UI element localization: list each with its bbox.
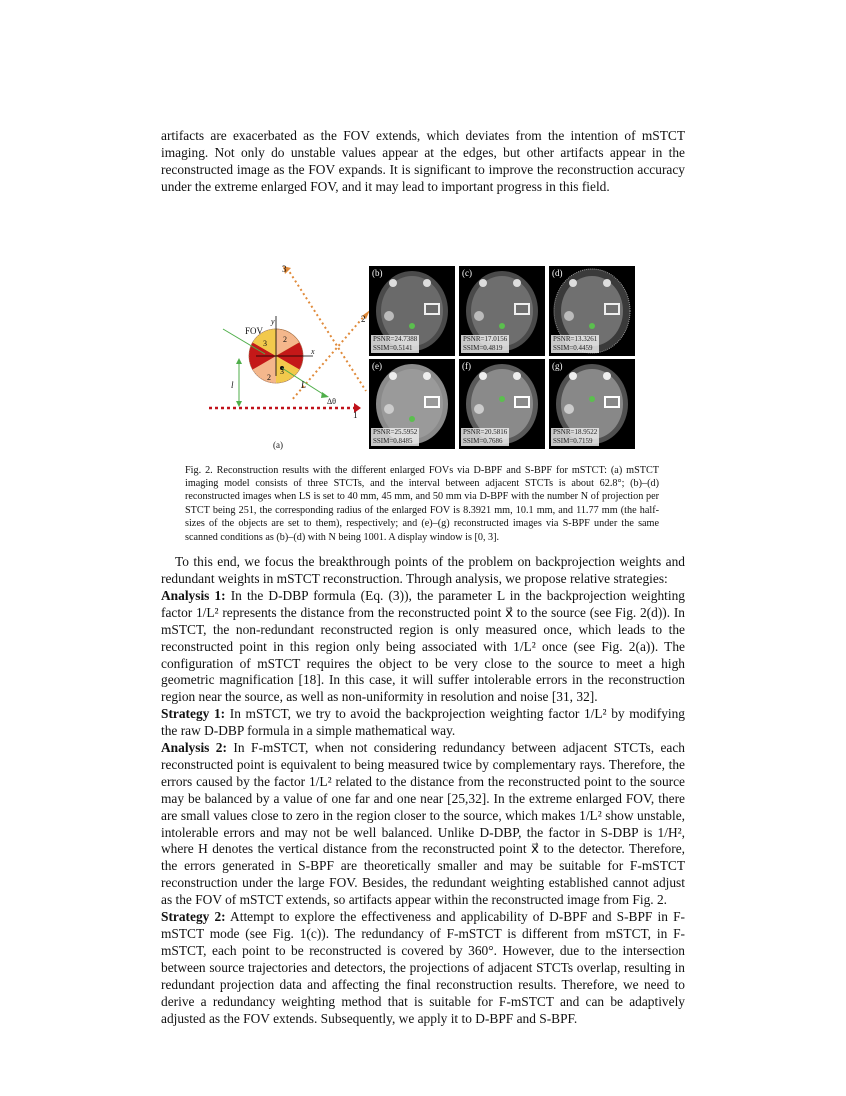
psnr-value: PSNR=13.3261 (553, 334, 598, 343)
analysis-2-text: In F-mSTCT, when not considering redundancy between adjacent STCTs, each reconstructed point is equivalent to being measured twice by complementary rays. Therefore, the errors caused by the factor 1/L² related to the distance from the reconstructed point to the source may be balanced by a value of one far and one near [25,32]. In the extreme enlarged FOV, there are small values close to zero in the region closer to the source, which makes 1/L² show unstable, intolerable errors and may not be well balanced. Unlike D-DBP, the factor in S-DBP is 1/H², where H denotes the vertical distance from the reconstructed point x⃗ to the detector. Therefore, the errors generated in S-BPF are theoretically smaller and may be suitable for F-mSTCT reconstruction under the large FOV. Besides, the redundant weighting established cannot adjust as the FOV of mSTCT extends, so artifacts appear within the reconstructed image from Fig. 2. (161, 740, 685, 908)
ssim-value: SSIM=0.5141 (373, 343, 413, 352)
psnr-value: PSNR=24.7388 (373, 334, 418, 343)
ray-line-3 (287, 268, 366, 391)
strategy-2-text: Attempt to explore the effectiveness and applicability of D-BPF and S-BPF in F-mSTCT mode (see Fig. 1(c)). The redundancy of F-mSTCT is different from mSTCT, in F-mSTCT, each point to be reconstructed is covered by 360°. However, due to the intersection between source trajectories and detectors, the projections of adjacent STCTs overlap, resulting in redundant projection data and affecting the final reconstruction results. Therefore, we need to derive a redundancy weighting method that is suitable for F-mSTCT and can be adaptively adjusted as the FOV extends. Subsequently, we apply it to D-BPF and S-BPF. (161, 909, 685, 1026)
label-y: y (271, 316, 275, 326)
strategy-2 (161, 909, 685, 1027)
tile-label: (g) (552, 360, 563, 371)
tile-metrics (461, 335, 509, 353)
analysis-2-label: Analysis 2: (161, 740, 227, 756)
recon-tile-g (549, 359, 635, 449)
ssim-value: SSIM=0.7159 (553, 436, 593, 445)
recon-tile-e (369, 359, 455, 449)
tile-metrics (551, 335, 599, 353)
ssim-value: SSIM=0.8485 (373, 436, 413, 445)
ssim-value: SSIM=0.4819 (463, 343, 503, 352)
figure-2 (161, 196, 685, 454)
sector-label-3: 3 (263, 338, 267, 348)
sector-label-3b: 3 (280, 366, 284, 376)
label-L: L (301, 379, 307, 390)
analysis-1 (161, 588, 685, 706)
psnr-value: PSNR=20.5816 (463, 427, 508, 436)
label-l: l (231, 379, 234, 390)
tile-label: (f) (462, 360, 471, 371)
tile-metrics (551, 428, 599, 446)
tile-label: (c) (462, 267, 472, 278)
ssim-value: SSIM=0.7686 (463, 436, 503, 445)
psnr-value: PSNR=17.0156 (463, 334, 508, 343)
label-x: x (311, 346, 315, 356)
tile-label: (e) (372, 360, 382, 371)
recon-tile-f (459, 359, 545, 449)
analysis-2 (161, 740, 685, 909)
label-ray-2: 2 (361, 313, 366, 324)
ssim-value: SSIM=0.4459 (553, 343, 593, 352)
sector-label-2: 2 (283, 334, 287, 344)
label-ray-1: 1 (353, 409, 358, 420)
tile-metrics (461, 428, 509, 446)
strategy-2-label: Strategy 2: (161, 909, 226, 925)
recon-tile-c (459, 266, 545, 356)
strategy-1-text: In mSTCT, we try to avoid the backprojection weighting factor 1/L² by modifying the raw D-DBP formula in a simple mathematical way. (161, 706, 685, 739)
tile-metrics (371, 428, 419, 446)
subfigure-label-a: (a) (273, 439, 283, 450)
tile-label: (d) (552, 267, 563, 278)
strategy-1-label: Strategy 1: (161, 706, 226, 722)
sector-label-2b: 2 (267, 372, 271, 382)
recon-tile-d (549, 266, 635, 356)
analysis-1-label: Analysis 1: (161, 587, 226, 603)
label-dtheta: Δθ (327, 396, 336, 406)
psnr-value: PSNR=25.5952 (373, 427, 418, 436)
analysis-1-text: In the D-DBP formula (Eq. (3)), the parameter L in the backprojection weighting factor 1/L² represents the distance from the reconstructed point x⃗ to the source (see Fig. 2(d)). In mSTCT, the non-redundant reconstructed region is only measured once, which leads to the reconstructed point in this region only being associated with 1/L² once (see Fig. 2(a)). The configuration of mSTCT requires the object to be very close to the source to meet a high geometric magnification [18]. In this case, it will suffer intolerable errors in the reconstruction region near the source, as well as non-uniformity in resolution and noise [31, 32]. (161, 587, 685, 705)
tile-metrics (371, 335, 419, 353)
figure-caption: Fig. 2. Reconstruction results with the different enlarged FOVs via D-BPF and S-BPF for mSTCT: (a) mSTCT imaging model consists of three STCTs, and the interval between adjacent STCTs is about 62.8°; (b)–(d) reconstructed images when LS is set to 40 mm, 45 mm, and 50 mm via D-BPF with the number N of projection per STCT being 251, the corresponding radius of the enlarged FOV is 8.3921 mm, 10.1 mm, and 11.77 mm (the half-sizes of the objects are set to them), respectively; and (e)–(g) reconstructed images via S-BPF under the same scanned conditions as (b)–(d) with N being 1001. A display window is [0, 3]. (185, 464, 659, 543)
recon-tile-b (369, 266, 455, 356)
strategy-1 (161, 706, 685, 740)
label-ray-3: 3 (282, 263, 287, 274)
tile-label: (b) (372, 267, 383, 278)
page-body (161, 128, 685, 1027)
intro-paragraph: artifacts are exacerbated as the FOV extends, which deviates from the intention of mSTCT imaging. Not only do unstable values appear at the edges, but other artifacts appear in the reconstructed image as the FOV expands. It is significant to improve the reconstruction accuracy under the extreme enlarged FOV, and it may lead to important progress in this field. (161, 128, 685, 194)
mstct-model-diagram (161, 196, 371, 454)
label-fov: FOV (245, 325, 264, 336)
strategies-intro: To this end, we focus the breakthrough points of the problem on backprojection weights and redundant weights in mSTCT reconstruction. Through analysis, we propose relative strategies: (161, 554, 685, 586)
psnr-value: PSNR=18.9522 (553, 427, 598, 436)
